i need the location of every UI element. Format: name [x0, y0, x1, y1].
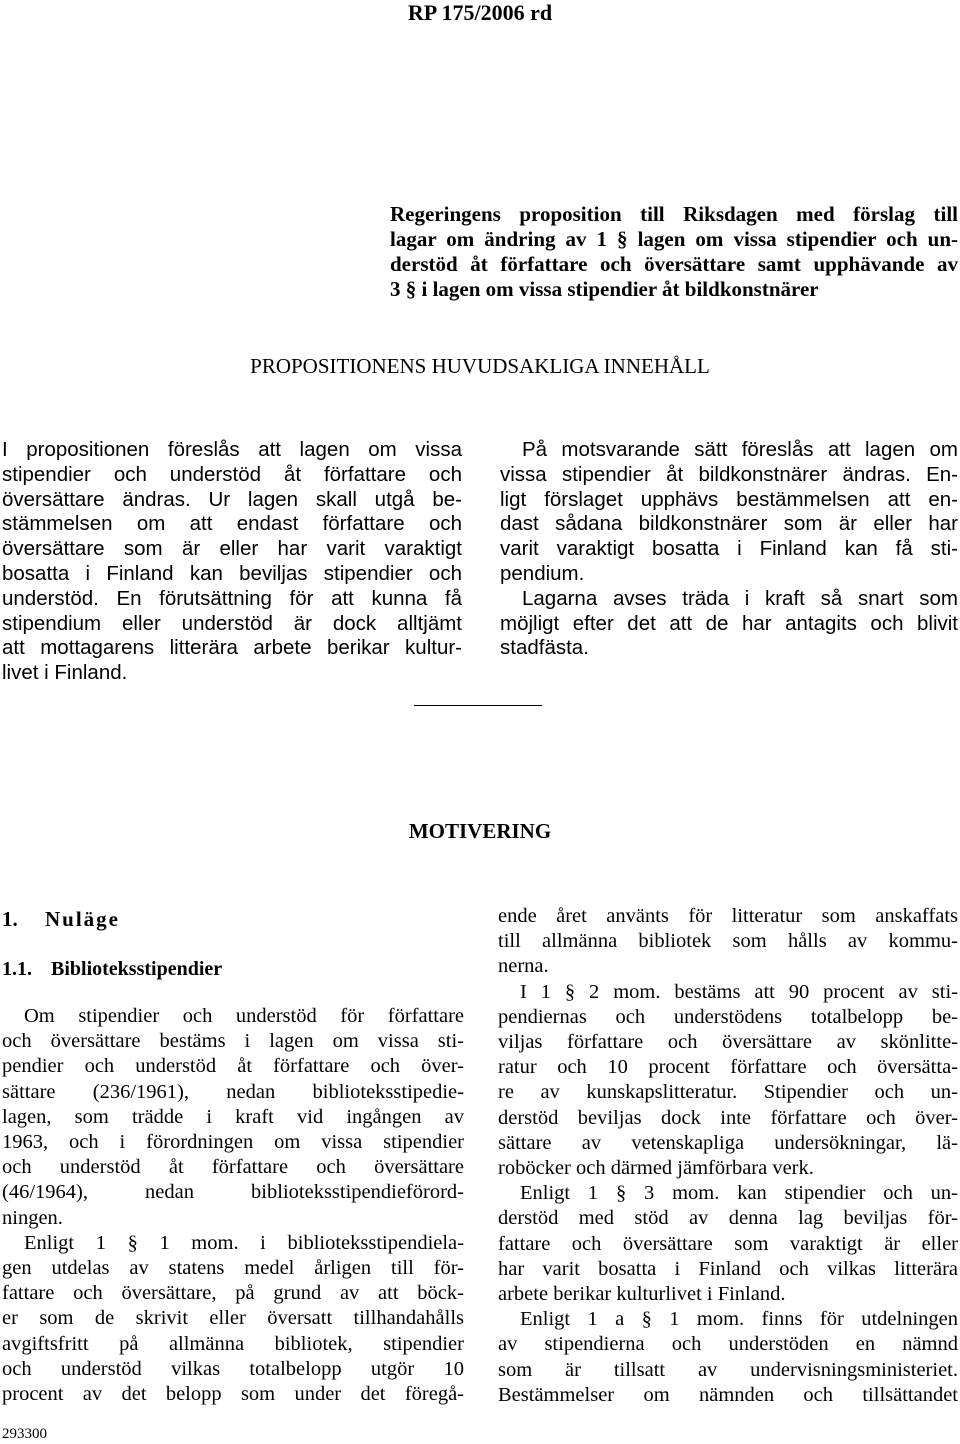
- body-line: Enligt 1 § 3 mom. kan stipendier och un-: [520, 1182, 958, 1205]
- title-line: lagar om ändring av 1 § lagen om vissa stipendier och un-: [390, 227, 958, 251]
- summary-heading: PROPOSITIONENS HUVUDSAKLIGA INNEHÅLL: [250, 354, 710, 378]
- summary-line: översättare som är eller har varit varaktigt: [2, 537, 462, 561]
- summary-line: översättare ändras. Ur lagen skall utgå be-: [2, 487, 462, 511]
- body-line: derstöd beviljas dock inte författare och över-: [498, 1106, 958, 1129]
- summary-line: Lagarna avses träda i kraft så snart som: [522, 586, 958, 610]
- body-right-column: [498, 904, 958, 1408]
- summary-line: vissa stipendier åt bildkonstnärer ändras. En-: [500, 462, 958, 486]
- summary-line: stadfästa.: [500, 636, 589, 660]
- body-line: viljas författare och översättare av skönlitte-: [498, 1031, 958, 1054]
- body-line: re av kunskapslitteratur. Stipendier och un-: [498, 1081, 958, 1104]
- summary-line: stämmelsen om att endast författare och: [2, 512, 462, 536]
- body-line: arbete berikar kulturlivet i Finland.: [498, 1283, 786, 1306]
- document-header: RP 175/2006 rd: [407, 0, 553, 25]
- summary-left-column: [2, 438, 462, 686]
- body-line: procent av det belopp som under det föregå-: [2, 1383, 464, 1406]
- section-1-1-heading: [2, 956, 222, 982]
- summary-line: dast sådana bildkonstnärer som är eller har: [500, 512, 958, 536]
- body-line: och understöd vilkas totalbelopp utgör 10: [2, 1357, 464, 1380]
- body-line: sättare av vetenskapliga undersökningar, lä-: [498, 1131, 958, 1154]
- body-line: har varit bosatta i Finland och vilkas litterära: [498, 1257, 958, 1280]
- body-line: nerna.: [498, 955, 549, 978]
- summary-line: bosatta i Finland kan beviljas stipendier och: [2, 561, 462, 585]
- summary-line: livet i Finland.: [2, 661, 128, 685]
- section-title: Nuläge: [45, 907, 120, 931]
- section-number: 1.1.: [2, 958, 32, 980]
- body-line: Enligt 1 a § 1 mom. finns för utdelningen: [520, 1308, 958, 1331]
- body-line: pendiernas och understödens totalbelopp be-: [498, 1005, 958, 1028]
- summary-right-column: [500, 438, 958, 661]
- summary-line: understöd. En förutsättning för att kunna få: [2, 586, 462, 610]
- section-number: 1.: [2, 907, 18, 931]
- body-line: I 1 § 2 mom. bestäms att 90 procent av sti-: [520, 980, 958, 1003]
- summary-line: att mottagarens litterära arbete berikar kultur-: [2, 636, 462, 660]
- summary-line: möjligt efter det att de har antagits och blivit: [500, 611, 958, 635]
- body-line: sättare (236/1961), nedan biblioteksstipedie-: [2, 1080, 464, 1103]
- body-line: lagen, som trädde i kraft vid ingången av: [2, 1105, 464, 1128]
- body-line: och översättare bestäms i lagen om vissa sti-: [2, 1030, 464, 1053]
- title-line: 3 § i lagen om vissa stipendier åt bildkonstnärer: [390, 277, 819, 301]
- body-line: er som de skrivit eller översatt tillhandahålls: [2, 1307, 464, 1330]
- body-line: fattare och översättare som varaktigt är eller: [498, 1232, 958, 1255]
- body-line: Bestämmelser om nämnden och tillsättandet: [498, 1383, 958, 1406]
- body-line: ratur och 10 procent författare och översätta-: [498, 1056, 958, 1079]
- title-line: derstöd åt författare och översättare samt upphävande av: [390, 252, 958, 276]
- body-line: till allmänna bibliotek som hålls av kommu-: [498, 930, 958, 953]
- summary-line: stipendium eller understöd är dock alltjämt: [2, 611, 462, 635]
- body-line: derstöd med stöd av denna lag beviljas för-: [498, 1207, 958, 1230]
- section-divider: [414, 705, 542, 706]
- body-line: Enligt 1 § 1 mom. i biblioteksstipendiela-: [24, 1231, 464, 1254]
- body-line: som är tillsatt av undervisningsministeriet.: [498, 1358, 958, 1381]
- page-number: 293300: [2, 1426, 47, 1442]
- summary-line: stipendier och understöd åt författare och: [2, 462, 462, 486]
- body-left-column: [2, 1004, 464, 1407]
- summary-line: pendium.: [500, 561, 585, 585]
- summary-line: varit varaktigt bosatta i Finland kan få sti-: [500, 537, 958, 561]
- body-line: ningen.: [2, 1206, 63, 1229]
- body-line: roböcker och därmed jämförbara verk.: [498, 1157, 814, 1180]
- body-line: (46/1964), nedan biblioteksstipendieförord-: [2, 1181, 464, 1204]
- body-line: avgiftsfritt på allmänna bibliotek, stipendier: [2, 1332, 464, 1355]
- motivering-heading: MOTIVERING: [408, 819, 552, 843]
- proposition-title: [390, 202, 958, 302]
- title-line: Regeringens proposition till Riksdagen med förslag till: [390, 202, 958, 226]
- section-1-heading: [2, 906, 120, 932]
- body-line: 1963, och i förordningen om vissa stipendier: [2, 1131, 464, 1154]
- body-line: fattare och översättare, på grund av att böck-: [2, 1282, 464, 1305]
- summary-line: ligt förslaget upphävs bestämmelsen att en-: [500, 487, 958, 511]
- summary-line: I propositionen föreslås att lagen om vissa: [2, 438, 462, 461]
- section-title: Biblioteksstipendier: [51, 958, 223, 980]
- body-line: gen utdelas av statens medel årligen till för-: [2, 1257, 464, 1280]
- body-line: av stipendierna och understöden en nämnd: [498, 1333, 958, 1356]
- summary-line: På motsvarande sätt föreslås att lagen om: [522, 438, 958, 461]
- body-line: pendier och understöd åt författare och över-: [2, 1055, 464, 1078]
- body-line: och understöd åt författare och översättare: [2, 1156, 464, 1179]
- body-line: ende året använts för litteratur som anskaffats: [498, 905, 958, 927]
- body-line: Om stipendier och understöd för författare: [24, 1005, 464, 1027]
